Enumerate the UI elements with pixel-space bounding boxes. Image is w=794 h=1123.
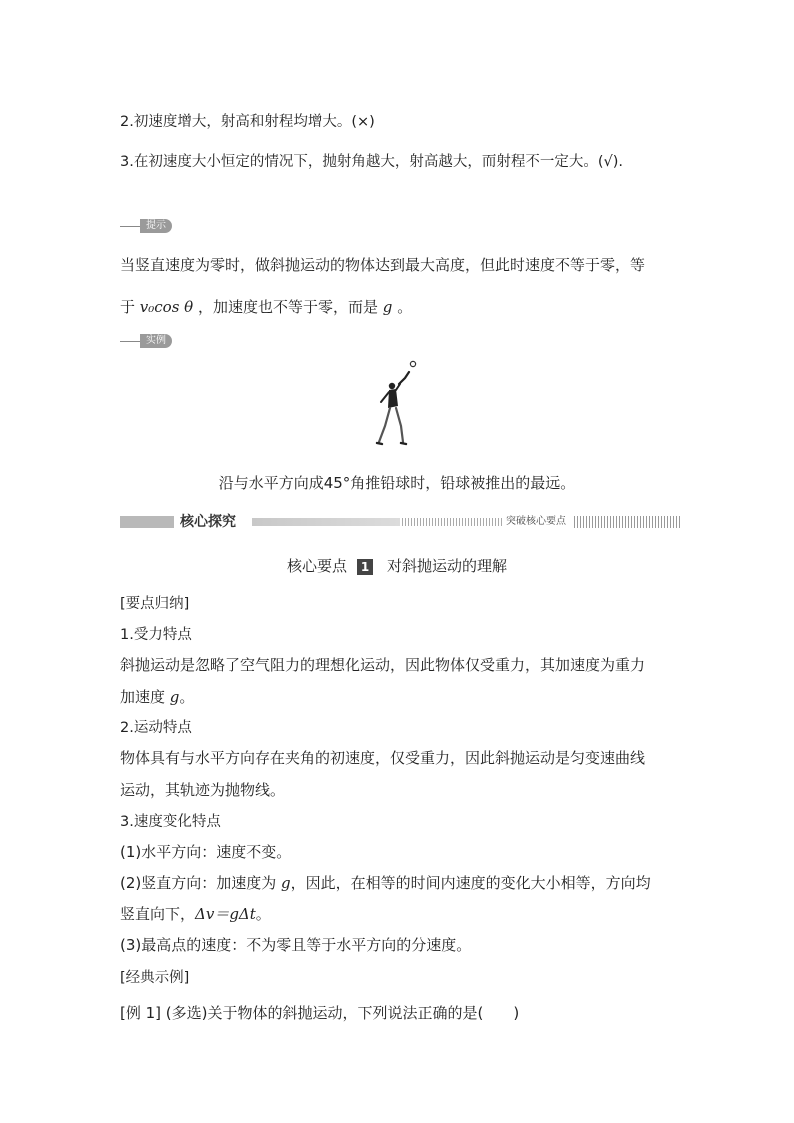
s3-title: 3.速度变化特点 <box>120 814 221 830</box>
s1-line-1: 斜抛运动是忽略了空气阻力的理想化运动，因此物体仅受重力，其加速度为重力 <box>120 656 646 674</box>
banner-gradient <box>252 518 400 526</box>
s3-text: ，因此，在相等的时间内速度的变化大小相等，方向均 <box>290 874 651 892</box>
s3-point-2 <box>120 872 651 893</box>
s1-text: 加速度 <box>120 688 166 706</box>
example-tag-label: 实例 <box>140 334 172 348</box>
tips-text: ，加速度也不等于零，而是 <box>198 298 379 316</box>
s3-point-3: (3)最高点的速度：不为零且等于水平方向的分速度。 <box>120 936 472 954</box>
tips-line-2 <box>120 296 412 317</box>
heading-prefix: 核心要点 <box>286 557 347 575</box>
symbol-g: g <box>281 874 291 892</box>
s3-text: 竖直向下， <box>120 905 196 923</box>
summary-heading: [要点归纳] <box>120 596 190 612</box>
s3-point-2-line-2 <box>120 903 271 924</box>
banner-title: 核心探究 <box>180 514 236 530</box>
shot-put-illustration <box>365 356 435 456</box>
s1-line-2 <box>120 686 194 707</box>
s2-line-1: 物体具有与水平方向存在夹角的初速度，仅受重力，因此斜抛运动是匀变速曲线 <box>120 749 646 767</box>
s3-text: (2)竖直方向：加速度为 <box>120 874 277 892</box>
tag-dash <box>120 226 140 227</box>
banner-label: 突破核心要点 <box>506 516 566 527</box>
tips-text: 。 <box>397 298 413 316</box>
tips-tag-label: 提示 <box>140 219 172 233</box>
section-banner <box>120 513 680 531</box>
heading-title: 对斜抛运动的理解 <box>387 557 508 575</box>
statement-3: 3.在初速度大小恒定的情况下，抛射角越大，射高越大，而射程不一定大。(√). <box>120 154 623 170</box>
tips-line-1: 当竖直速度为零时，做斜抛运动的物体达到最大高度，但此时速度不等于零，等 <box>120 256 646 274</box>
example-tag <box>120 334 172 348</box>
tips-text: 于 <box>120 298 136 316</box>
banner-stripes-right <box>574 516 680 528</box>
heading-number-badge: 1 <box>357 559 373 575</box>
s3-text: 。 <box>255 905 271 923</box>
symbol-g: g <box>382 298 393 316</box>
formula-delta-v: Δv＝gΔt <box>195 905 256 923</box>
s1-text: 。 <box>179 688 195 706</box>
statement-2: 2.初速度增大，射高和射程均增大。(×) <box>120 114 375 130</box>
s3-point-1: (1)水平方向：速度不变。 <box>120 843 292 861</box>
section-heading <box>0 555 794 576</box>
s2-line-2: 运动，其轨迹为抛物线。 <box>120 781 286 799</box>
example-1: [例 1] (多选)关于物体的斜抛运动，下列说法正确的是( ) <box>120 1004 520 1022</box>
tips-tag <box>120 219 172 233</box>
tag-dash <box>120 341 140 342</box>
formula-v0cos: v₀cos θ <box>139 298 194 316</box>
symbol-g: g <box>169 688 180 706</box>
banner-stripes <box>402 518 502 526</box>
example-caption: 沿与水平方向成45°角推铅球时，铅球被推出的最远。 <box>218 474 576 492</box>
s1-title: 1.受力特点 <box>120 627 192 643</box>
classic-heading: [经典示例] <box>120 970 190 986</box>
banner-left-bar <box>120 516 174 528</box>
s2-title: 2.运动特点 <box>120 720 192 736</box>
